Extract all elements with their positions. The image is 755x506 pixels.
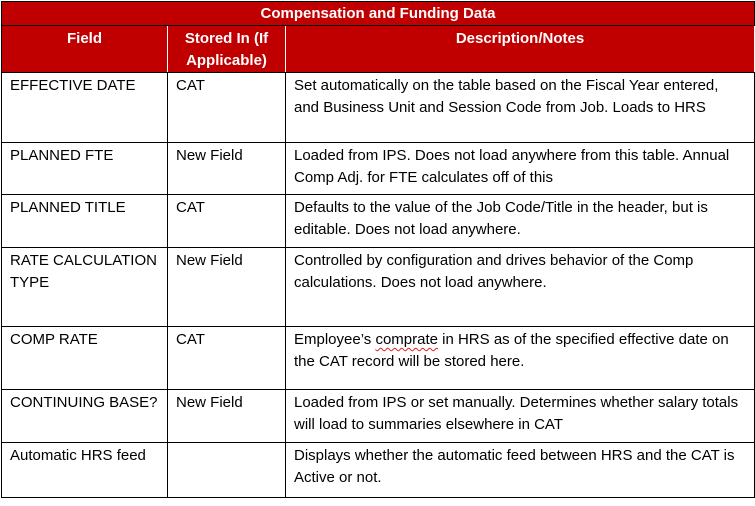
description-cell: Defaults to the value of the Job Code/Title in the header, but is editable. Does not load anywhere. [286,195,755,248]
table-row [2,195,755,248]
field-cell: PLANNED TITLE [2,195,168,248]
table-title: Compensation and Funding Data [2,2,755,26]
field-cell: CONTINUING BASE? [2,390,168,443]
field-cell: Automatic HRS feed [2,443,168,498]
table-row [2,143,755,195]
table-header-row [2,26,755,73]
spellcheck-flagged-word: comprate [375,331,438,348]
table-row [2,443,755,498]
field-cell: COMP RATE [2,327,168,390]
table-row [2,248,755,327]
description-text: Employee’s [294,331,376,348]
stored-in-cell: CAT [168,195,286,248]
field-cell: PLANNED FTE [2,143,168,195]
description-cell: Set automatically on the table based on the Fiscal Year entered, and Business Unit and Session Code from Job. Loads to HRS [286,73,755,143]
table-row [2,390,755,443]
field-cell: RATE CALCULATION TYPE [2,248,168,327]
stored-in-cell: CAT [168,73,286,143]
table-row [2,73,755,143]
table-title-row [2,2,755,26]
description-text: in HRS as of the specified effective date on the CAT record will be stored here. [294,331,729,370]
description-cell [286,327,755,390]
stored-in-cell: CAT [168,327,286,390]
column-header-description: Description/Notes [286,26,755,73]
compensation-funding-table [1,1,755,498]
field-cell: EFFECTIVE DATE [2,73,168,143]
column-header-stored-in: Stored In (If Applicable) [168,26,286,73]
stored-in-cell: New Field [168,390,286,443]
table-row [2,327,755,390]
column-header-field: Field [2,26,168,73]
description-cell: Controlled by configuration and drives behavior of the Comp calculations. Does not load anywhere. [286,248,755,327]
description-cell: Loaded from IPS or set manually. Determines whether salary totals will load to summaries elsewhere in CAT [286,390,755,443]
stored-in-cell: New Field [168,143,286,195]
stored-in-cell: New Field [168,248,286,327]
description-cell: Loaded from IPS. Does not load anywhere from this table. Annual Comp Adj. for FTE calculates off of this [286,143,755,195]
description-cell: Displays whether the automatic feed between HRS and the CAT is Active or not. [286,443,755,498]
stored-in-cell [168,443,286,498]
